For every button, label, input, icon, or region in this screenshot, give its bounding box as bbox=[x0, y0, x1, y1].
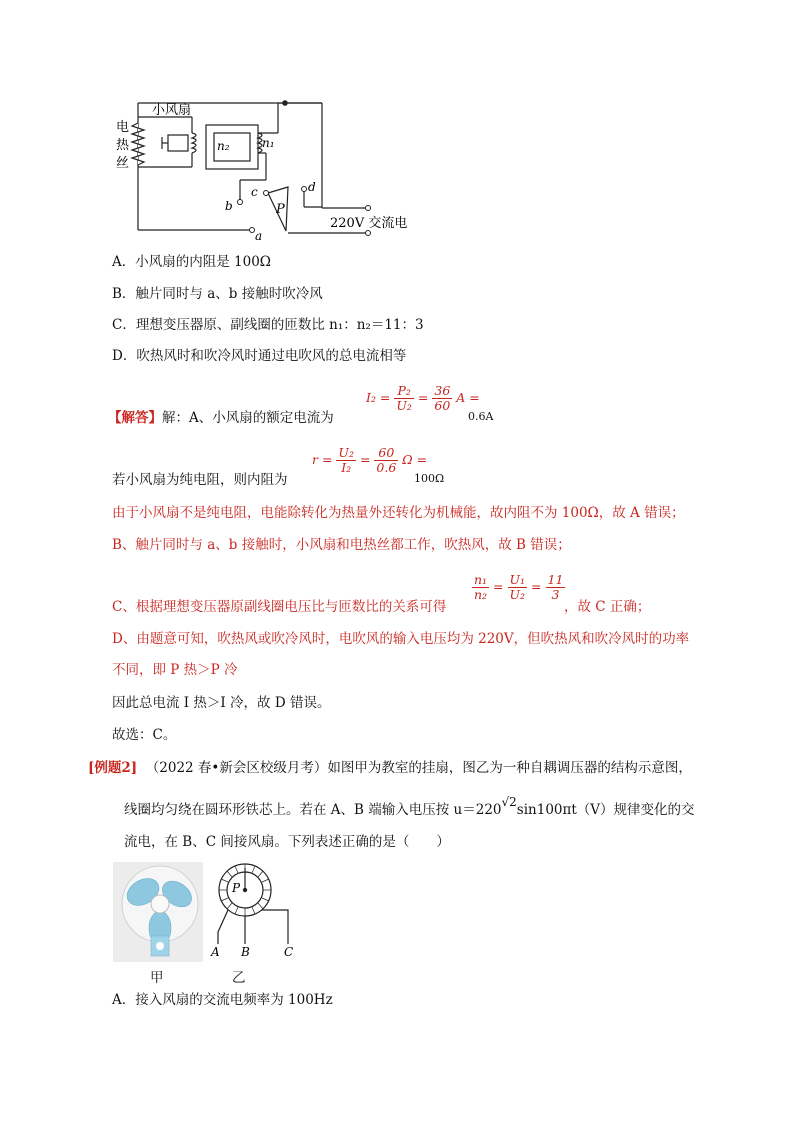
label-c: c bbox=[251, 185, 258, 199]
label-n1: n₁ bbox=[262, 136, 275, 150]
equation-turns-ratio: $\frac{\text{n₁}}{\text{n₂}}$ = $\frac{\text{U₁}}{\text{U₂}}$ = $\frac{11}{3}$ bbox=[474, 572, 564, 602]
label-heater-2: 热 bbox=[116, 138, 130, 153]
resistance-value: 100Ω bbox=[414, 472, 445, 485]
option-a: A．小风扇的内阻是 100Ω bbox=[112, 254, 272, 270]
label-b: b bbox=[225, 199, 233, 213]
caption-yi: 乙 bbox=[232, 970, 246, 986]
label-n2: n₂ bbox=[217, 139, 230, 153]
label-heater-3: 丝 bbox=[116, 156, 130, 171]
label-fan: 小风扇 bbox=[152, 103, 192, 118]
example2-line-3: 流电，在 B、C 间接风扇。下列表述正确的是（ ） bbox=[124, 834, 450, 850]
label-d: d bbox=[308, 180, 316, 194]
label-terminal-c: C bbox=[284, 945, 294, 959]
circuit-diagram-hairdryer bbox=[110, 95, 440, 245]
solution-line-5-tail: ，故 C 正确； bbox=[564, 599, 651, 615]
label-terminal-a: A bbox=[211, 945, 220, 959]
option-c: C．理想变压器原、副线圈的匝数比 n₁：n₂＝11：3 bbox=[112, 317, 424, 333]
solution-line-6: D、由题意可知，吹热风或吹冷风时，电吹风的输入电压均为 220V，但吹热风和吹冷风时的功率 bbox=[112, 631, 690, 647]
solution-line-4: B、触片同时与 a、b 接触时，小风扇和电热丝都工作，吹热风，故 B 错误； bbox=[112, 537, 571, 553]
example2-tag: [例题2] bbox=[88, 760, 138, 776]
current-value: 0.6A bbox=[468, 410, 494, 423]
solution-line-5: C、根据理想变压器原副线圈电压比与匝数比的关系可得 bbox=[112, 599, 447, 615]
autotransformer-diagram bbox=[200, 860, 310, 960]
solution-line-1: 【解答】解：A、小风扇的额定电流为 bbox=[108, 410, 334, 426]
equation-resistance: r = $\frac{\text{U₂}}{\text{I₂}}$ = $\frac{60}{0.6}$ Ω = bbox=[312, 445, 428, 475]
example2-line-2: 线圈均匀绕在圆环形铁芯上。若在 A、B 端输入电压按 u＝220√2sin100πt（V）规律变化的交 bbox=[124, 795, 695, 818]
example2-line-1: [例题2] （2022 春•新会区校级月考）如图甲为教室的挂扇，图乙为一种自耦调压器的结构示意图， bbox=[88, 760, 692, 776]
solution-line-7: 不同，即 P 热＞P 冷 bbox=[112, 662, 238, 678]
solution-line-3: 由于小风扇不是纯电阻，电能除转化为热量外还转化为机械能，故内阻不为 100Ω，故 A 错误； bbox=[112, 505, 685, 521]
solution-line-2: 若小风扇为纯电阻，则内阻为 bbox=[112, 472, 288, 488]
label-terminal-b: B bbox=[241, 945, 250, 959]
solution-line-9: 故选：C。 bbox=[112, 727, 177, 743]
label-heater-1: 电 bbox=[116, 120, 130, 135]
option-d: D．吹热风时和吹冷风时通过电吹风的总电流相等 bbox=[112, 348, 407, 364]
label-a: a bbox=[255, 229, 263, 243]
equation-current: I₂ = $\frac{\text{P₂}}{\text{U₂}}$ = $\frac{36}{60}$ A = bbox=[366, 383, 480, 413]
label-switch-p: P bbox=[276, 202, 285, 217]
fan-photo bbox=[113, 862, 203, 962]
example2-option-a: A．接入风扇的交流电频率为 100Hz bbox=[112, 992, 333, 1008]
solution-tag: 【解答】 bbox=[108, 410, 162, 426]
label-p: P bbox=[232, 881, 241, 895]
option-b: B．触片同时与 a、b 接触时吹冷风 bbox=[112, 286, 323, 302]
solution-line-8: 因此总电流 I 热＞I 冷，故 D 错误。 bbox=[112, 695, 331, 711]
caption-jia: 甲 bbox=[150, 970, 164, 986]
label-supply: 220V 交流电 bbox=[330, 216, 408, 231]
